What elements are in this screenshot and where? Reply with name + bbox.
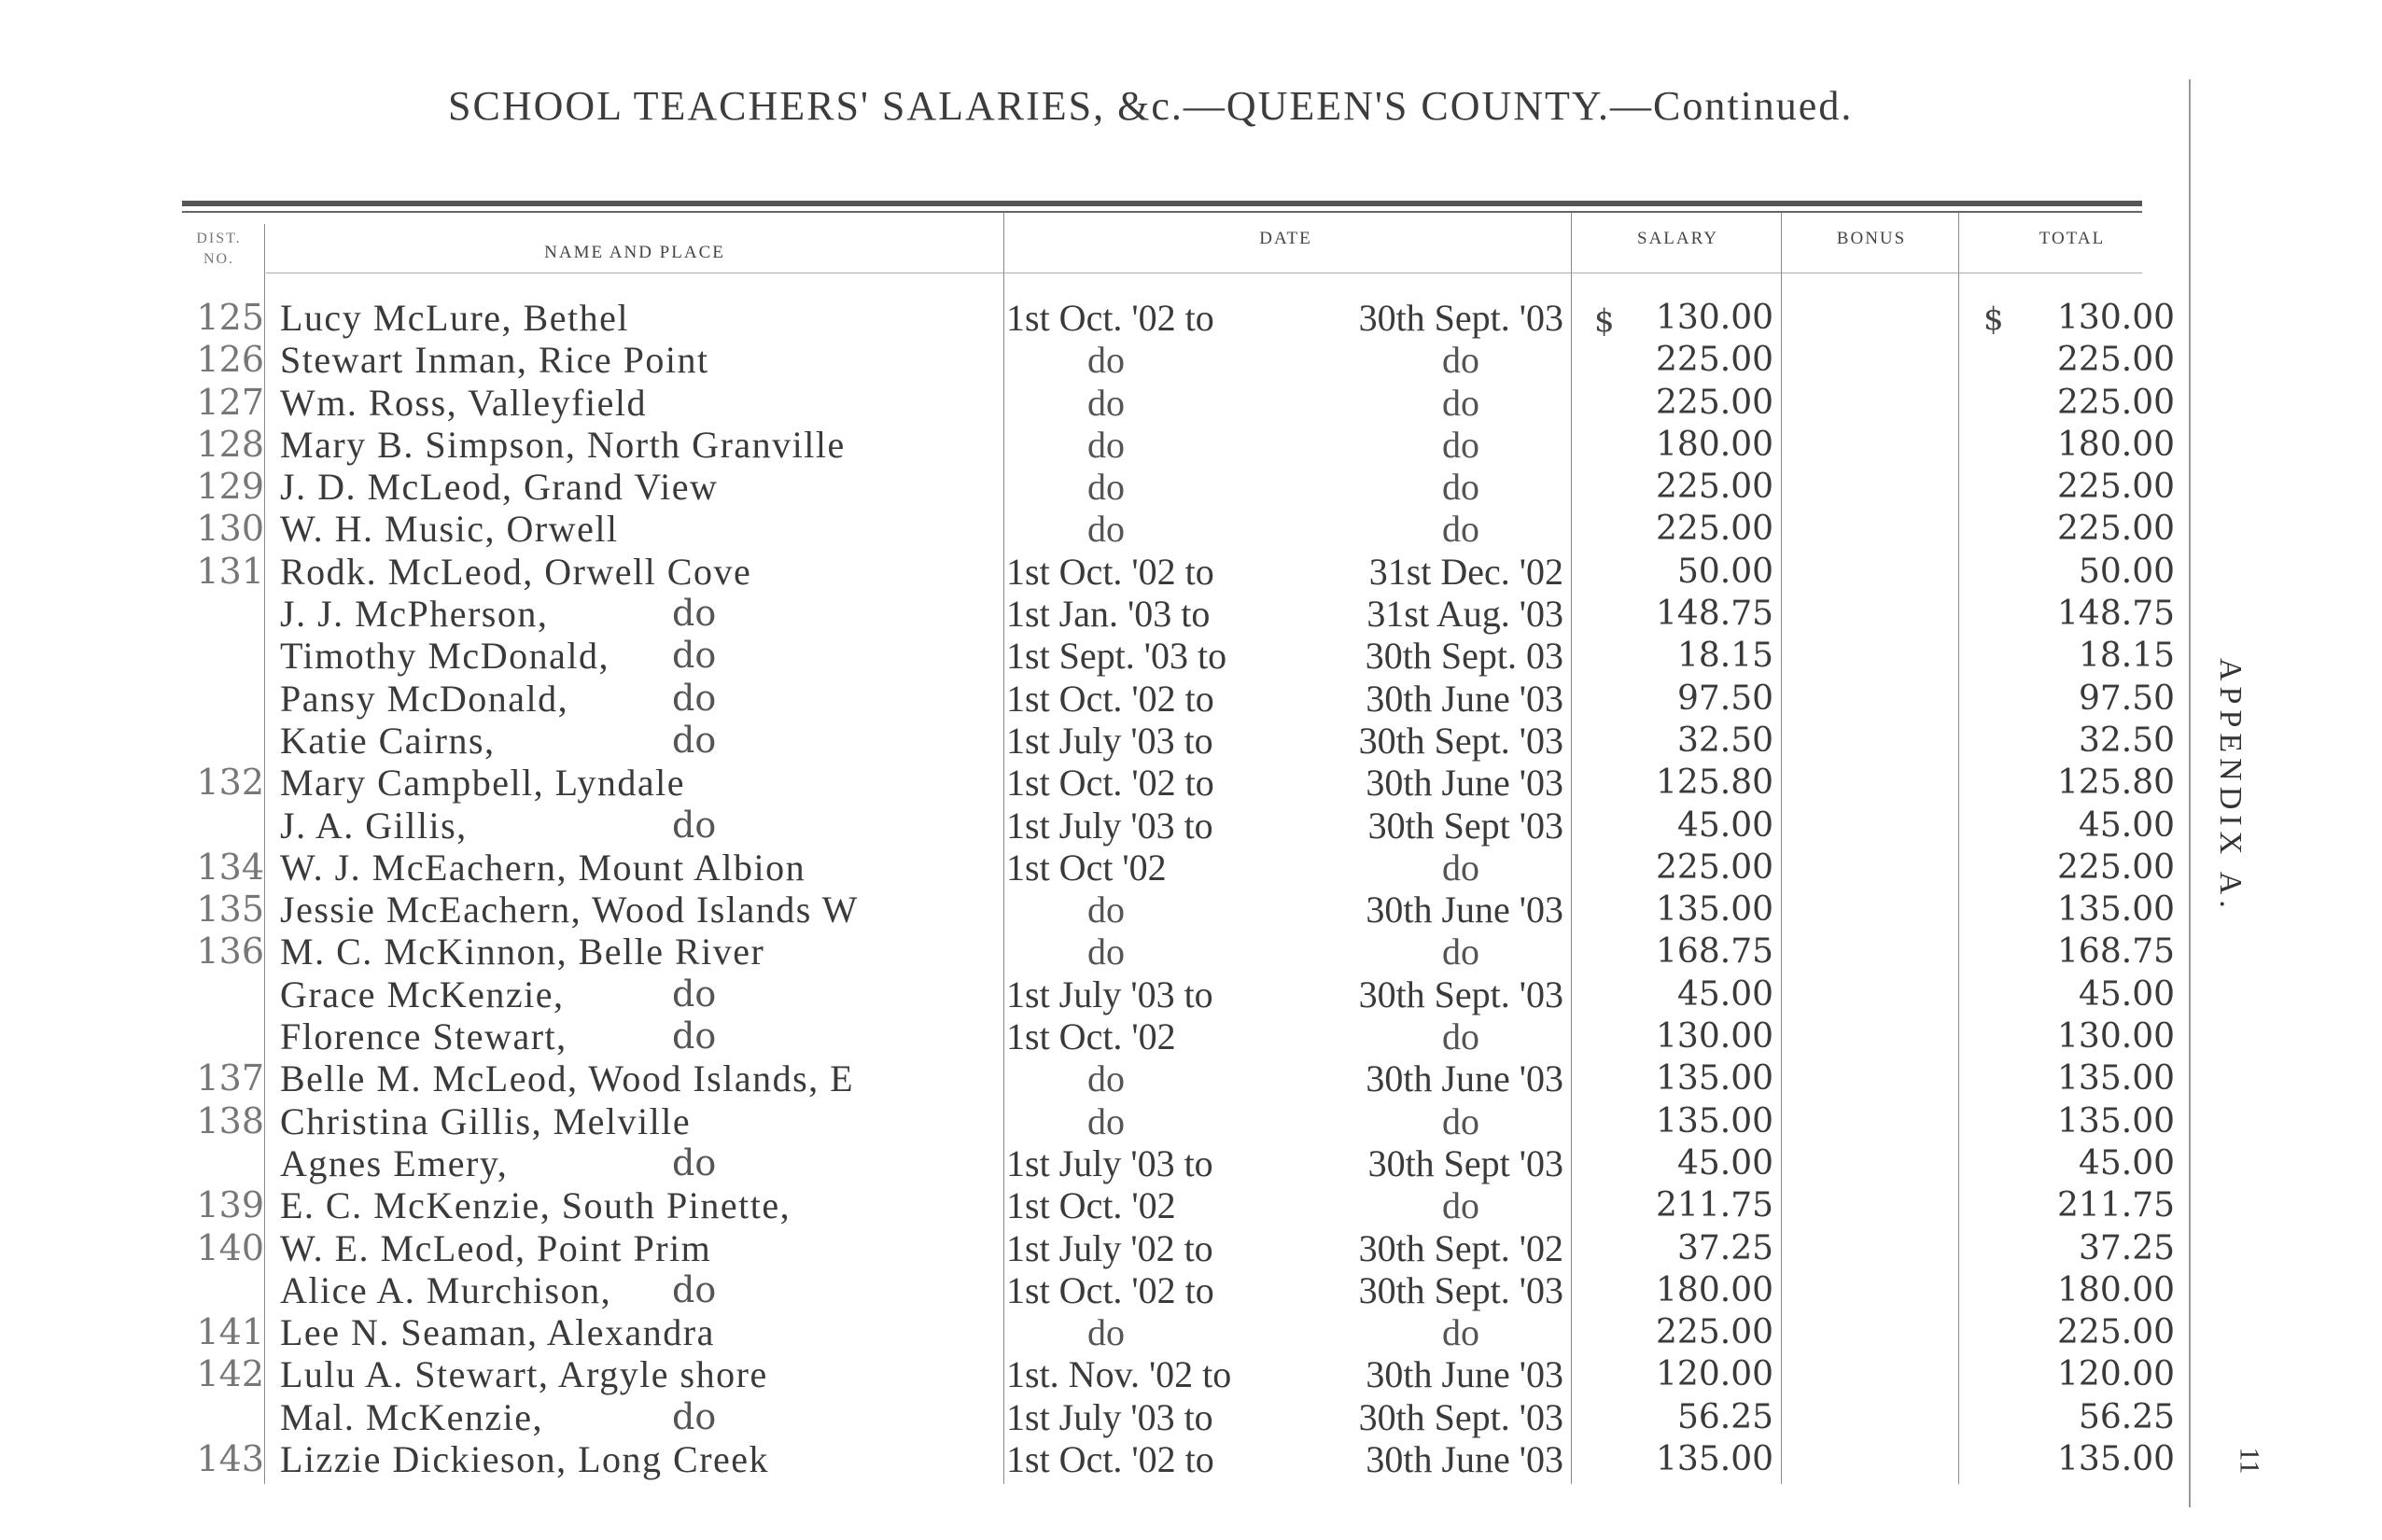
total-cell: 225.00 (2057, 510, 2175, 549)
table-row (0, 593, 2382, 635)
date-to-cell: 30th June '03 (1366, 677, 1563, 720)
total-cell: 135.00 (2057, 1059, 2175, 1099)
header-date: DATE (1259, 229, 1312, 248)
table-row (0, 382, 2382, 424)
name-cell: Pansy McDonald, (280, 677, 569, 720)
date-to-cell: 30th Sept. '03 (1358, 297, 1563, 339)
dist-no-cell: 128 (196, 423, 264, 465)
date-to-cell: 30th Sept. '03 (1358, 973, 1563, 1015)
salary-cell: 225.00 (1656, 510, 1773, 549)
date-to-cell: 31st Aug. '03 (1366, 593, 1563, 636)
name-cell: Jessie McEachern, Wood Islands W (280, 889, 859, 931)
name-cell: M. C. McKinnon, Belle River (280, 931, 765, 973)
date-to-cell: 30th Sept. '02 (1358, 1226, 1563, 1269)
table-row (0, 1015, 2382, 1057)
name-cell: Agnes Emery, (280, 1141, 509, 1184)
name-cell: Timothy McDonald, (280, 635, 610, 678)
dist-no-cell: 140 (196, 1226, 264, 1268)
date-from-cell: 1st Oct. '02 to (1006, 550, 1214, 593)
table-row (0, 1142, 2382, 1184)
date-from-cell: 1st Oct. '02 (1006, 1015, 1176, 1058)
name-cell: Lizzie Dickieson, Long Creek (280, 1438, 770, 1481)
salary-cell: 135.00 (1656, 1059, 1773, 1099)
name-cell: Belle M. McLeod, Wood Islands, E (280, 1057, 855, 1100)
name-cell: E. C. McKenzie, South Pinette, (280, 1184, 792, 1227)
name-cell: Christina Gillis, Melville (280, 1099, 692, 1142)
table-row (0, 1269, 2382, 1311)
table-row (0, 1184, 2382, 1226)
name-cell: Rodk. McLeod, Orwell Cove (280, 550, 752, 593)
name-cell: Lulu A. Stewart, Argyle shore (280, 1353, 768, 1396)
page-number: 11 (2234, 1447, 2265, 1475)
name-cell: Mary Campbell, Lyndale (280, 762, 686, 805)
salary-cell: 225.00 (1656, 468, 1773, 507)
table-row (0, 551, 2382, 593)
date-to-cell: do (1442, 931, 1479, 973)
salary-cell: 32.50 (1676, 721, 1773, 760)
salary-cell: 130.00 (1656, 1017, 1773, 1057)
date-from-cell: do (1087, 1311, 1125, 1354)
name-cell: Katie Cairns, (280, 719, 496, 762)
salary-currency-symbol: $ (1594, 302, 1615, 340)
name-cell: J. D. McLeod, Grand View (280, 466, 719, 509)
name-cell: W. J. McEachern, Mount Albion (280, 846, 806, 889)
date-to-cell: 30th June '03 (1366, 1353, 1563, 1396)
name-cell: Stewart Inman, Rice Point (280, 339, 709, 382)
total-cell: 56.25 (2078, 1397, 2175, 1436)
name-cell: Lee N. Seaman, Alexandra (280, 1311, 715, 1354)
dist-no-cell: 139 (196, 1184, 264, 1226)
date-to-cell: do (1442, 381, 1479, 424)
date-to-cell: do (1442, 339, 1479, 382)
salary-cell: 120.00 (1656, 1355, 1773, 1394)
table-row (0, 847, 2382, 889)
salary-cell: 56.25 (1676, 1397, 1773, 1436)
date-from-cell: do (1087, 1099, 1125, 1142)
total-cell: 97.50 (2078, 679, 2175, 718)
total-cell: 18.15 (2078, 637, 2175, 676)
total-cell: 45.00 (2078, 974, 2175, 1014)
name-cell: W. H. Music, Orwell (280, 508, 619, 551)
salary-cell: 45.00 (1676, 1143, 1773, 1183)
total-cell: 225.00 (2057, 847, 2175, 887)
date-to-cell: do (1442, 1184, 1479, 1227)
name-cell: Mary B. Simpson, North Granville (280, 423, 846, 466)
date-to-cell: do (1442, 1015, 1479, 1058)
dist-no-cell: 126 (196, 339, 264, 381)
salary-cell: 45.00 (1676, 805, 1773, 845)
date-from-cell: 1st Oct. '02 to (1006, 762, 1214, 805)
table-row (0, 1396, 2382, 1438)
dist-no-cell: 141 (196, 1311, 264, 1353)
date-from-cell: do (1087, 339, 1125, 382)
place-ditto-cell: do (672, 1015, 717, 1057)
total-cell: 45.00 (2078, 805, 2175, 845)
name-cell: Lucy McLure, Bethel (280, 297, 629, 339)
total-cell: 225.00 (2057, 341, 2175, 380)
total-cell: 225.00 (2057, 468, 2175, 507)
date-from-cell: 1st July '03 to (1006, 1141, 1213, 1184)
place-ditto-cell: do (672, 973, 717, 1015)
header-salary: SALARY (1637, 229, 1718, 248)
name-cell: Florence Stewart, (280, 1015, 567, 1058)
salary-cell: 211.75 (1656, 1186, 1773, 1225)
name-cell: Grace McKenzie, (280, 973, 565, 1015)
name-cell: Mal. McKenzie, (280, 1395, 544, 1438)
total-cell: 125.80 (2057, 763, 2175, 803)
total-cell: 180.00 (2057, 1270, 2175, 1309)
salary-cell: 225.00 (1656, 341, 1773, 380)
dist-no-cell: 131 (196, 550, 264, 592)
dist-no-cell: 125 (196, 297, 264, 338)
table-row (0, 1100, 2382, 1142)
header-dist-line1: DIST. (196, 231, 242, 246)
table-row (0, 339, 2382, 381)
salary-cell: 225.00 (1656, 383, 1773, 422)
date-from-cell: 1st July '03 to (1006, 973, 1213, 1015)
date-from-cell: 1st Oct. '02 (1006, 1184, 1176, 1227)
table-row (0, 635, 2382, 677)
date-to-cell: 30th Sept. 03 (1365, 635, 1563, 678)
salary-cell: 37.25 (1676, 1228, 1773, 1267)
date-from-cell: 1st Oct '02 (1006, 846, 1167, 889)
date-from-cell: 1st July '03 to (1006, 719, 1213, 762)
date-to-cell: 31st Dec. '02 (1368, 550, 1563, 593)
date-from-cell: do (1087, 889, 1125, 931)
table-row (0, 805, 2382, 847)
header-bonus: BONUS (1836, 229, 1907, 248)
table-row (0, 762, 2382, 804)
dist-no-cell: 132 (196, 762, 264, 804)
date-to-cell: 30th June '03 (1366, 889, 1563, 931)
date-to-cell: do (1442, 508, 1479, 551)
name-cell: Wm. Ross, Valleyfield (280, 381, 647, 424)
appendix-side-label: APPENDIX A. (2213, 658, 2248, 914)
name-cell: J. A. Gillis, (280, 804, 468, 847)
table-row (0, 720, 2382, 762)
date-to-cell: 30th June '03 (1366, 762, 1563, 805)
table-row (0, 1311, 2382, 1353)
name-cell: Alice A. Murchison, (280, 1268, 612, 1311)
title-rule-thin (182, 211, 2142, 213)
salary-table-body (0, 297, 2382, 1480)
date-from-cell: 1st Jan. '03 to (1006, 593, 1211, 636)
total-cell: 130.00 (2057, 299, 2175, 337)
date-to-cell: do (1442, 1311, 1479, 1354)
table-row (0, 424, 2382, 466)
place-ditto-cell: do (672, 1395, 717, 1437)
dist-no-cell: 142 (196, 1353, 264, 1395)
date-from-cell: 1st. Nov. '02 to (1006, 1353, 1232, 1396)
date-to-cell: 30th June '03 (1366, 1438, 1563, 1481)
title-rule-thick (182, 201, 2142, 206)
header-dist-line2: NO. (203, 251, 235, 267)
place-ditto-cell: do (672, 1141, 717, 1183)
table-row (0, 889, 2382, 931)
salary-cell: 135.00 (1656, 1440, 1773, 1479)
date-from-cell: do (1087, 508, 1125, 551)
header-name-and-place: NAME AND PLACE (544, 243, 725, 262)
total-cell: 225.00 (2057, 1313, 2175, 1352)
date-from-cell: 1st July '03 to (1006, 1395, 1213, 1438)
place-ditto-cell: do (672, 635, 717, 677)
date-to-cell: 30th Sept '03 (1367, 804, 1563, 847)
place-ditto-cell: do (672, 593, 717, 635)
total-cell: 130.00 (2057, 1017, 2175, 1057)
salary-cell: 180.00 (1656, 425, 1773, 464)
salary-cell: 125.80 (1656, 763, 1773, 803)
dist-no-cell: 134 (196, 846, 264, 888)
name-cell: J. J. McPherson, (280, 593, 549, 636)
table-row (0, 931, 2382, 973)
date-from-cell: 1st Oct. '02 to (1006, 1268, 1214, 1311)
salary-cell: 148.75 (1656, 595, 1773, 634)
header-total: TOTAL (2039, 229, 2106, 248)
dist-no-cell: 130 (196, 508, 264, 550)
place-ditto-cell: do (672, 1268, 717, 1310)
place-ditto-cell: do (672, 804, 717, 846)
table-row (0, 1438, 2382, 1480)
dist-no-cell: 143 (196, 1438, 264, 1480)
total-cell: 135.00 (2057, 1101, 2175, 1141)
date-to-cell: do (1442, 1099, 1479, 1142)
total-cell: 120.00 (2057, 1355, 2175, 1394)
name-cell: W. E. McLeod, Point Prim (280, 1226, 712, 1269)
date-from-cell: 1st Oct. '02 to (1006, 297, 1214, 339)
dist-no-cell: 129 (196, 466, 264, 508)
total-cell: 135.00 (2057, 1440, 2175, 1479)
total-cell: 37.25 (2078, 1228, 2175, 1267)
date-from-cell: do (1087, 466, 1125, 509)
total-cell: 135.00 (2057, 890, 2175, 930)
date-to-cell: do (1442, 423, 1479, 466)
table-row (0, 297, 2382, 339)
date-from-cell: do (1087, 1057, 1125, 1100)
date-to-cell: 30th Sept '03 (1367, 1141, 1563, 1184)
date-to-cell: 30th Sept. '03 (1358, 1268, 1563, 1311)
total-cell: 211.75 (2057, 1186, 2175, 1225)
salary-cell: 225.00 (1656, 847, 1773, 887)
salary-cell: 135.00 (1656, 1101, 1773, 1141)
salary-cell: 135.00 (1656, 890, 1773, 930)
date-to-cell: 30th June '03 (1366, 1057, 1563, 1100)
salary-cell: 97.50 (1676, 679, 1773, 718)
table-row (0, 678, 2382, 720)
date-from-cell: 1st Oct. '02 to (1006, 1438, 1214, 1481)
total-cell: 32.50 (2078, 721, 2175, 760)
salary-cell: 180.00 (1656, 1270, 1773, 1309)
place-ditto-cell: do (672, 677, 717, 719)
total-cell: 225.00 (2057, 383, 2175, 422)
dist-no-cell: 138 (196, 1099, 264, 1141)
date-from-cell: 1st Sept. '03 to (1006, 635, 1227, 678)
total-cell: 180.00 (2057, 425, 2175, 464)
table-row (0, 1353, 2382, 1395)
salary-cell: 18.15 (1676, 637, 1773, 676)
dist-no-cell: 127 (196, 381, 264, 423)
date-from-cell: 1st July '02 to (1006, 1226, 1213, 1269)
salary-cell: 168.75 (1656, 932, 1773, 972)
total-cell: 148.75 (2057, 595, 2175, 634)
place-ditto-cell: do (672, 719, 717, 761)
dist-no-cell: 135 (196, 889, 264, 931)
date-to-cell: do (1442, 846, 1479, 889)
table-row (0, 508, 2382, 550)
date-to-cell: do (1442, 466, 1479, 509)
total-cell: 45.00 (2078, 1143, 2175, 1183)
date-from-cell: do (1087, 931, 1125, 973)
date-from-cell: do (1087, 381, 1125, 424)
salary-cell: 225.00 (1656, 1313, 1773, 1352)
salary-cell: 130.00 (1656, 299, 1773, 337)
salary-cell: 45.00 (1676, 974, 1773, 1014)
date-from-cell: do (1087, 423, 1125, 466)
dist-no-cell: 137 (196, 1057, 264, 1099)
table-row (0, 1227, 2382, 1269)
salary-cell: 50.00 (1676, 552, 1773, 591)
header-dist-no (179, 229, 259, 270)
table-row (0, 1057, 2382, 1099)
table-row (0, 466, 2382, 508)
total-cell: 168.75 (2057, 932, 2175, 972)
date-to-cell: 30th Sept. '03 (1358, 719, 1563, 762)
total-cell: 50.00 (2078, 552, 2175, 591)
total-currency-symbol: $ (1983, 301, 2004, 338)
date-to-cell: 30th Sept. '03 (1358, 1395, 1563, 1438)
page-title: SCHOOL TEACHERS' SALARIES, &c.—QUEEN'S COUNTY.—Continued. (448, 83, 1854, 129)
date-from-cell: 1st Oct. '02 to (1006, 677, 1214, 720)
table-row (0, 973, 2382, 1015)
date-from-cell: 1st July '03 to (1006, 804, 1213, 847)
dist-no-cell: 136 (196, 931, 264, 973)
